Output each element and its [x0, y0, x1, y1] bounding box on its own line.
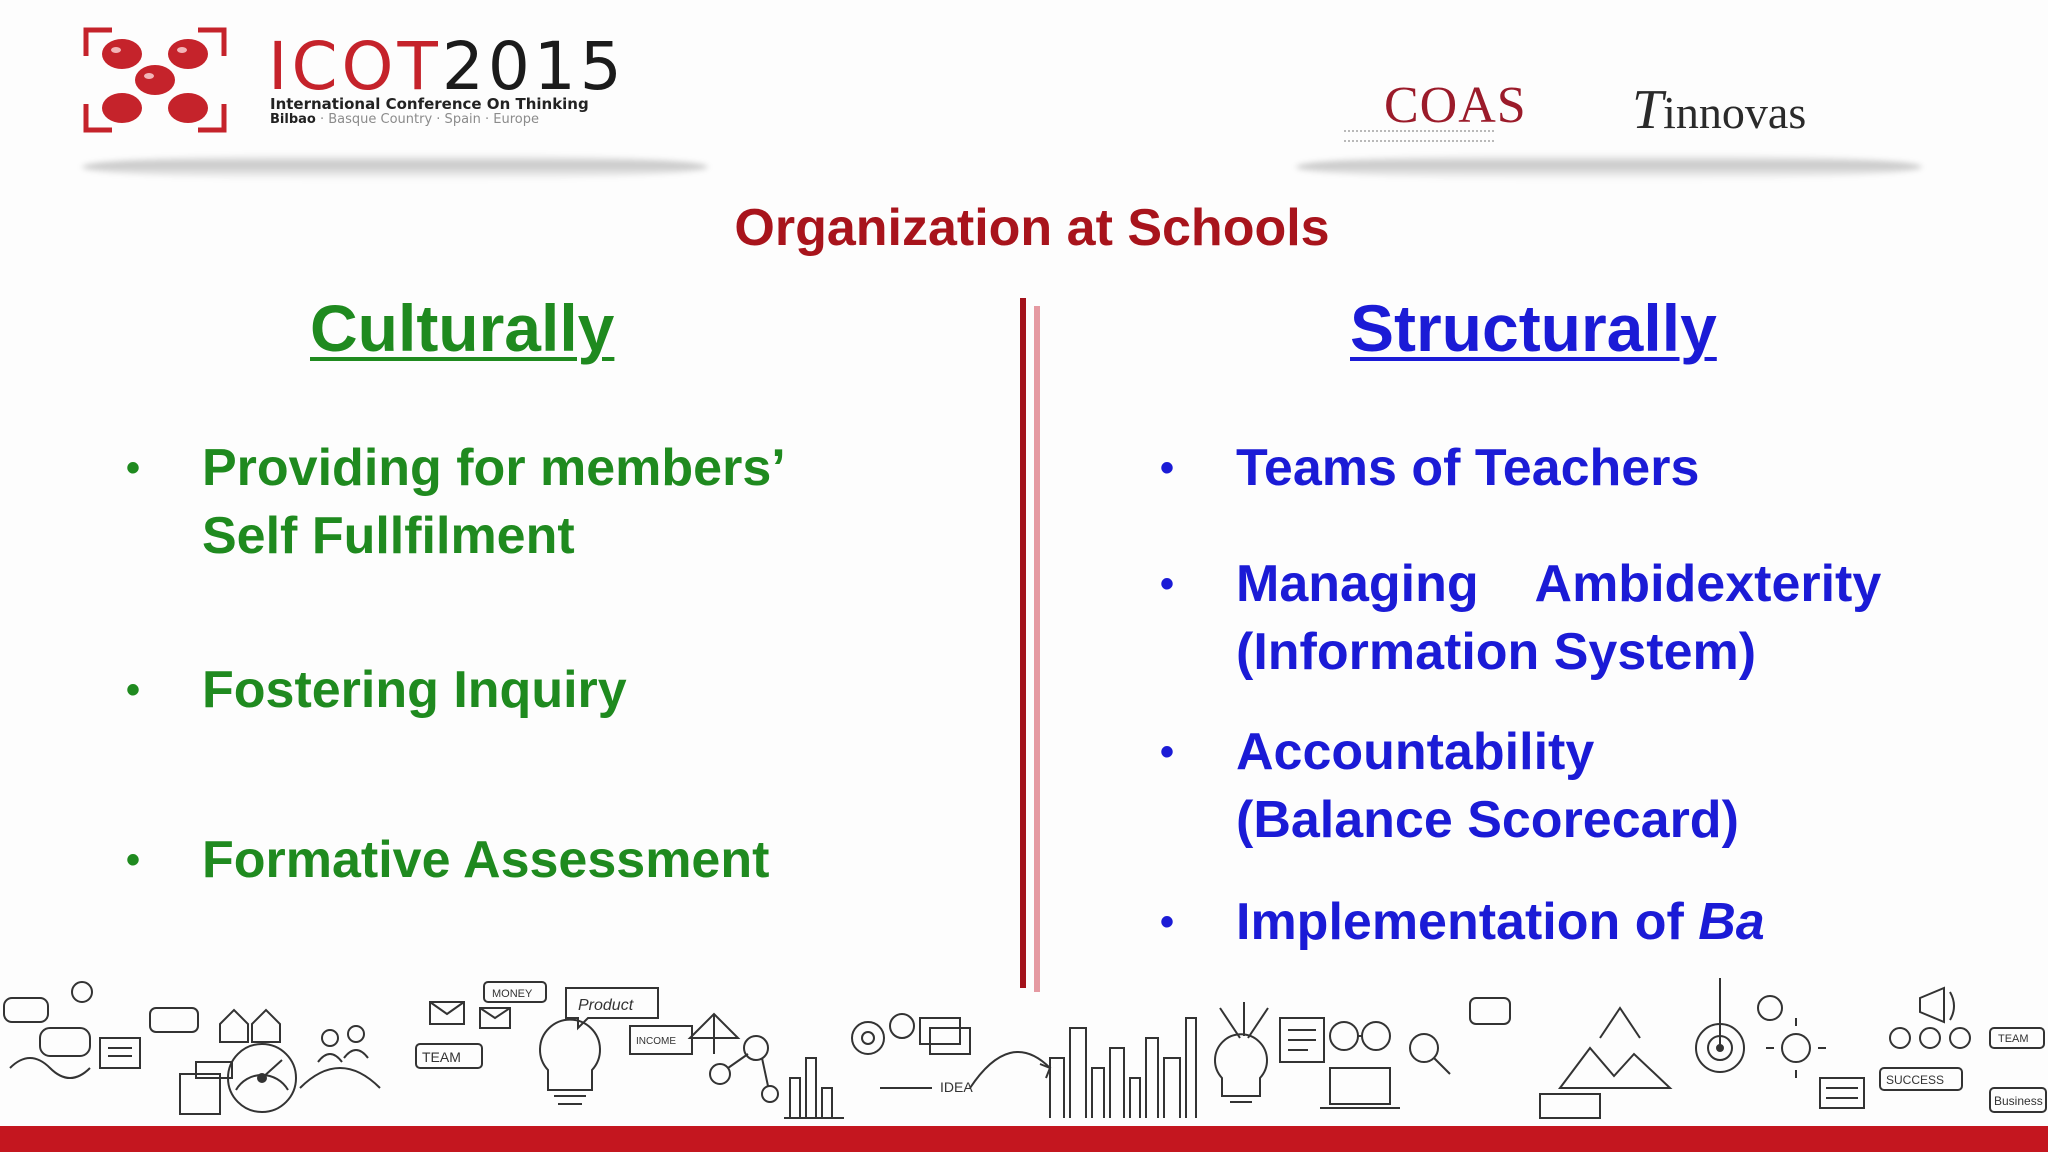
icot-logo-place: Bilbao · Basque Country · Spain · Europe: [270, 112, 539, 127]
bullet-dot-icon: •: [1160, 562, 1175, 606]
bullet-text: Providing for members’: [202, 439, 786, 497]
coas-logo-text: COAS: [1384, 77, 1527, 134]
bullet-dot-icon: •: [126, 668, 141, 712]
icot-logo-mark-icon: [82, 26, 228, 134]
doodle-label-team: TEAM: [422, 1049, 461, 1065]
doodle-label-idea: IDEA: [940, 1079, 973, 1095]
header-shadow-left: [82, 154, 708, 180]
icot-logo-subtitle: International Conference On Thinking: [270, 95, 589, 113]
icot-logo: [82, 24, 702, 134]
bullet-text: Self Fullfilment: [202, 507, 575, 565]
bullet-dot-icon: •: [1160, 730, 1175, 774]
bullet-text: Teams of Teachers: [1236, 439, 1700, 497]
slide-title: Organization at Schools: [734, 199, 1330, 257]
header-shadow-right: [1296, 154, 1922, 180]
doodle-label-money: MONEY: [492, 988, 533, 1000]
footer-doodle-illustration: [0, 978, 2048, 1126]
bullet-dot-icon: •: [126, 838, 141, 882]
tinnovas-logo: Tinnovas: [1632, 79, 1807, 141]
doodle-label-product: Product: [578, 997, 634, 1014]
heading-structurally: Structurally: [1350, 291, 1717, 365]
bullet-text: (Balance Scorecard): [1236, 791, 1739, 849]
bullet-text: Implementation of: [1236, 893, 1699, 951]
heading-culturally: Culturally: [310, 291, 615, 365]
doodle-label-business: Business: [1994, 1094, 2043, 1108]
column-divider-light: [1034, 306, 1040, 992]
footer-red-bar: [0, 1126, 2048, 1152]
doodle-label-success: SUCCESS: [1886, 1073, 1945, 1087]
coas-logo: [1344, 77, 1542, 140]
doodle-label-team-right: TEAM: [1998, 1033, 2029, 1045]
bullet-text: Fostering Inquiry: [202, 661, 627, 719]
doodle-label-income-1: INCOME: [636, 1036, 676, 1047]
bullet-text: Managing Ambidexterity: [1236, 555, 1882, 613]
bullet-dot-icon: •: [1160, 900, 1175, 944]
bullet-dot-icon: •: [1160, 446, 1175, 490]
bullet-text: Formative Assessment: [202, 831, 770, 889]
bullet-dot-icon: •: [126, 446, 141, 490]
bullet-text-italic: Ba: [1698, 893, 1765, 951]
column-divider-dark: [1020, 298, 1026, 988]
bullet-text: Accountability: [1236, 723, 1595, 781]
icot-logo-title: ICOT2015: [268, 28, 626, 105]
coas-logo-tagline-decoration: [1344, 130, 1494, 142]
bullet-text: (Information System): [1236, 623, 1757, 681]
